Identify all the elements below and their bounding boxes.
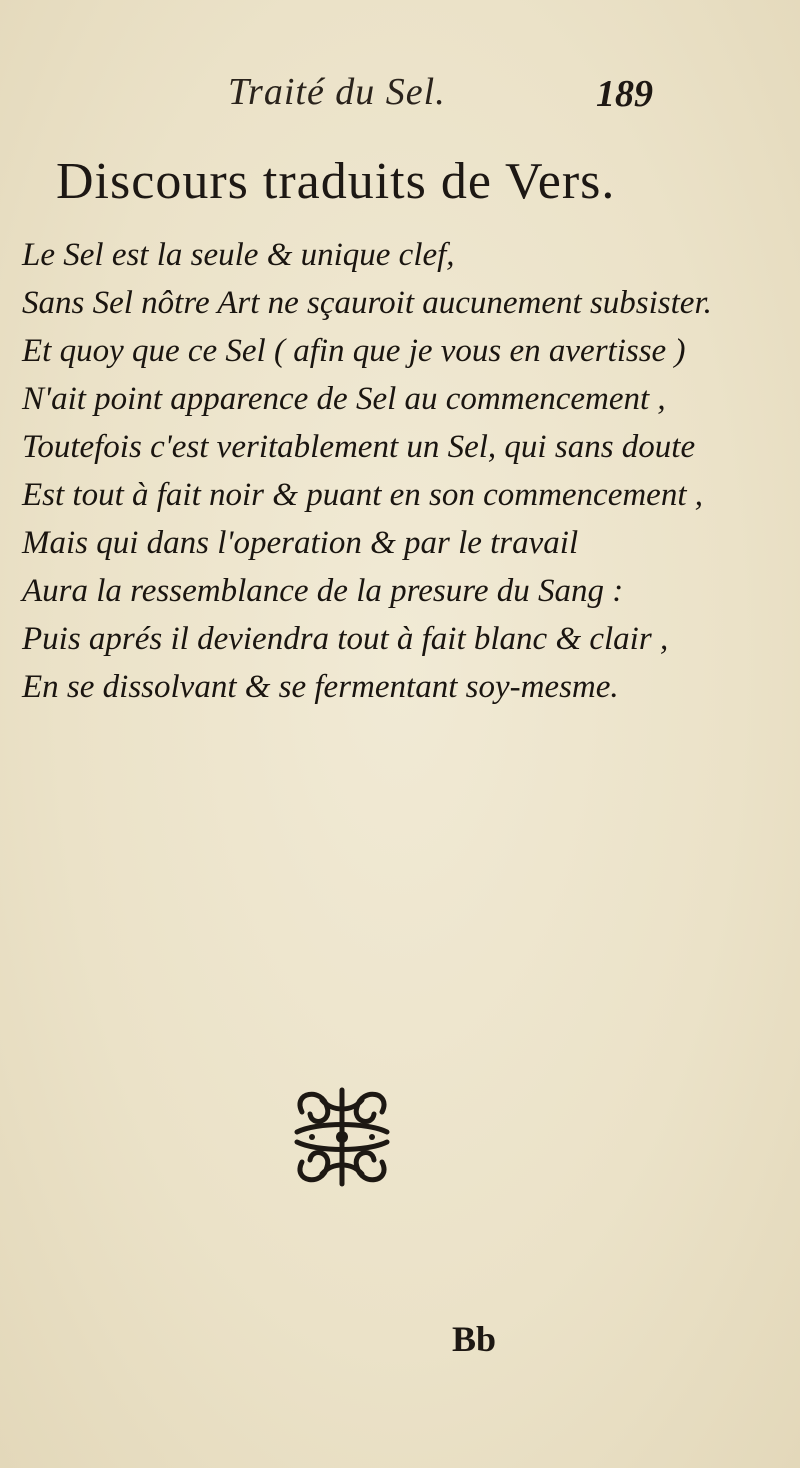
verse-line: N'ait point apparence de Sel au commencement ,: [22, 381, 666, 417]
verse-block: [22, 234, 722, 714]
signature-mark: Bb: [452, 1319, 497, 1359]
verse-line: Puis aprés il deviendra tout à fait blanc & clair ,: [22, 621, 669, 657]
verse-line: Est tout à fait noir & puant en son commencement ,: [22, 477, 703, 513]
verse-line: Le Sel est la seule & unique clef,: [22, 237, 455, 273]
section-title: Discours traduits de Vers.: [56, 153, 616, 210]
printers-ornament-icon: [282, 1082, 402, 1192]
running-title: Traité du Sel.: [228, 71, 446, 113]
page-number: 189: [596, 73, 653, 115]
verse-line: Et quoy que ce Sel ( afin que je vous en avertisse ): [22, 333, 686, 369]
verse-line: Toutefois c'est veritablement un Sel, qui sans doute: [22, 429, 696, 465]
verse-line: Sans Sel nôtre Art ne sçauroit aucunement subsister.: [22, 285, 712, 321]
verse-line: Mais qui dans l'operation & par le travail: [22, 525, 579, 561]
verse-line: Aura la ressemblance de la presure du Sang :: [22, 573, 624, 609]
verse-line: En se dissolvant & se fermentant soy-mesme.: [22, 669, 619, 705]
